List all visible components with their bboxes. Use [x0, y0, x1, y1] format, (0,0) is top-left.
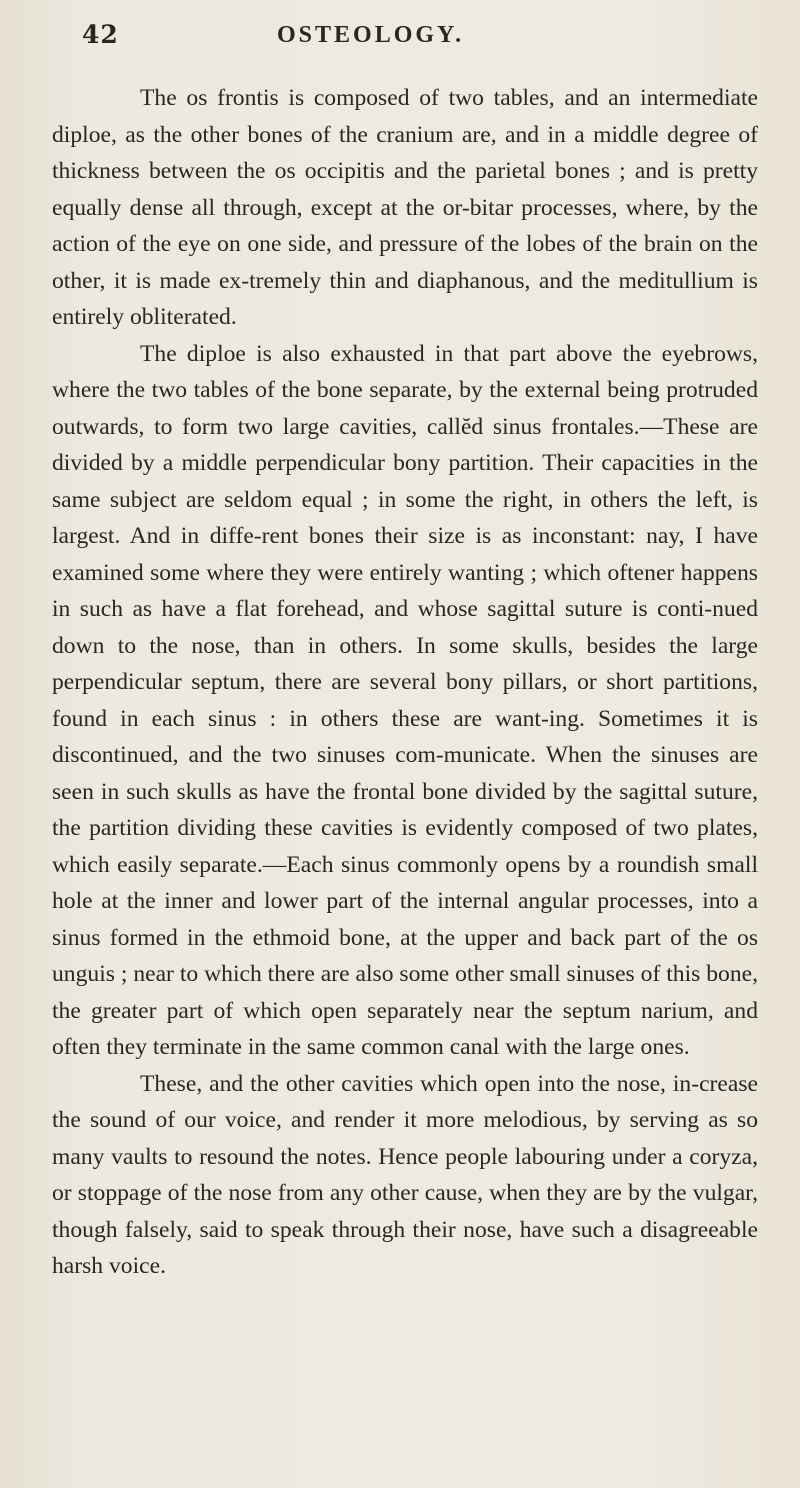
paragraph-os-frontis: The os frontis is composed of two tables, and an intermediate diploe, as the other bones of the cranium are, and in a middle degree of thickness between the os occipitis and the parietal bones ; and is pretty equally dense all through, except at the or-bitar processes, where, by the action of the eye on one side, and pressure of the lobes of the brain on the other, it is made ex-tremely thin and diaphanous, and the meditullium is entirely obliterated.	[52, 85, 758, 330]
running-head: OSTEOLOGY.	[277, 22, 465, 48]
paragraph-diploe-sinuses: The diploe is also exhausted in that part above the eyebrows, where the two tables of the bone separate, by the external being protruded outwards, to form two large cavities, callĕd sinus frontales.—These are divided by a middle perpendicular bony partition. Their capacities in the same subject are seldom equal ; in some the right, in others the left, is largest. And in diffe-rent bones their size is as inconstant: nay, I have examined some where they were entirely wanting ; which oftener happens in such as have a flat forehead, and whose sagittal suture is conti-nued down to the nose, than in others. In some skulls, besides the large perpendicular septum, there are several bony pillars, or short partitions, found in each sinus : in others these are want-ing. Sometimes it is discontinued, and the two sinuses com-municate. When the sinuses are seen in such skulls as have the frontal bone divided by the sagittal suture, the partition dividing these cavities is evidently composed of two plates, which easily separate.—Each sinus commonly opens by a roundish small hole at the inner and lower part of the internal angular processes, into a sinus formed in the ethmoid bone, at the upper and back part of the os unguis ; near to which there are also some other small sinuses of this bone, the greater part of which open separately near the septum narium, and often they terminate in the same common canal with the large ones.	[52, 340, 758, 1060]
body-text	[52, 80, 758, 1285]
page-number: 42	[82, 20, 119, 49]
page-header	[82, 20, 762, 60]
paragraph-voice: These, and the other cavities which open into the nose, in-crease the sound of our voice, and render it more melodious, by serving as so many vaults to resound the notes. Hence people labouring under a coryza, or stoppage of the nose from any other cause, when they are by the vulgar, though falsely, said to speak through their nose, have such a disagreeable harsh voice.	[52, 1070, 758, 1279]
